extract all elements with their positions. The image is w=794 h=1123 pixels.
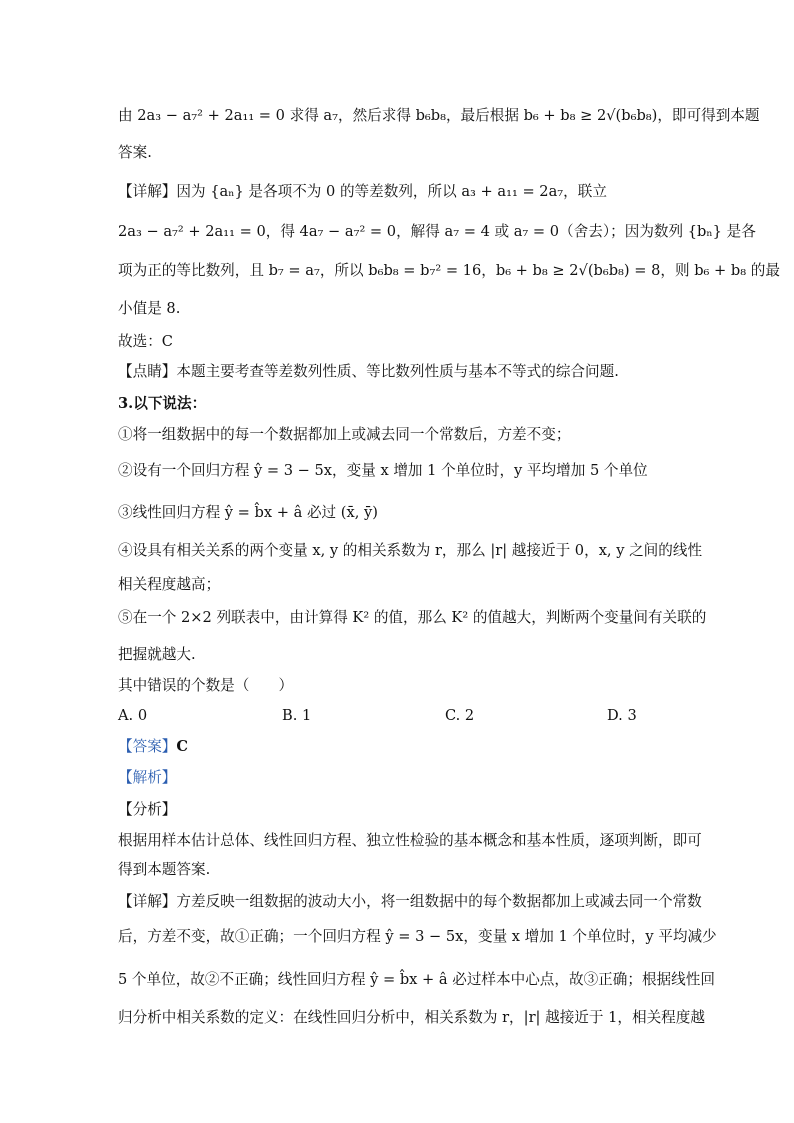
answer-value: C xyxy=(176,738,189,755)
text-line-2: 答案. xyxy=(118,144,152,161)
text-line-6: 小值是 8. xyxy=(118,300,181,317)
tail-line-1: 根据用样本估计总体、线性回归方程、独立性检验的基本概念和基本性质，逐项判断，即可 xyxy=(118,832,702,849)
text-line-3: 【详解】因为 {aₙ} 是各项不为 0 的等差数列，所以 a₃ + a₁₁ = 2a₇，联立 xyxy=(118,183,607,200)
question-stem: 其中错误的个数是（ ） xyxy=(118,677,294,694)
option-b: B. 1 xyxy=(282,707,312,724)
statement-5: ⑤在一个 2×2 列联表中，由计算得 K² 的值，那么 K² 的值越大，判断两个变量间有关联的 xyxy=(118,609,707,626)
statement-3: ③线性回归方程 ŷ = b̂x + â 必过 (x̄, ȳ) xyxy=(118,504,378,521)
tail-line-5: 5 个单位，故②不正确；线性回归方程 ŷ = b̂x + â 必过样本中心点，故③正确；根据线性回 xyxy=(118,971,715,988)
tail-line-4: 后，方差不变，故①正确；一个回归方程 ŷ = 3 − 5x，变量 x 增加 1 个单位时，y 平均减少 xyxy=(118,928,717,945)
answer-label: 【答案】 xyxy=(118,738,177,755)
statement-2: ②设有一个回归方程 ŷ = 3 − 5x，变量 x 增加 1 个单位时，y 平均增加 5 个单位 xyxy=(118,462,648,479)
statement-4: ④设具有相关关系的两个变量 x, y 的相关系数为 r，那么 |r| 越接近于 0，x, y 之间的线性 xyxy=(118,542,703,559)
statement-5-cont: 把握就越大. xyxy=(118,646,196,663)
option-c: C. 2 xyxy=(445,707,475,724)
text-line-8: 【点睛】本题主要考查等差数列性质、等比数列性质与基本不等式的综合问题. xyxy=(118,363,619,380)
analysis-label: 【解析】 xyxy=(118,769,177,786)
option-a: A. 0 xyxy=(118,707,148,724)
option-d: D. 3 xyxy=(607,707,637,724)
fenxi-label: 【分析】 xyxy=(118,801,177,818)
question-title: 3.以下说法： xyxy=(118,395,207,412)
tail-line-6: 归分析中相关系数的定义：在线性回归分析中，相关系数为 r，|r| 越接近于 1，相关程度越 xyxy=(118,1009,705,1026)
text-line-4: 2a₃ − a₇² + 2a₁₁ = 0，得 4a₇ − a₇² = 0，解得 a₇ = 4 或 a₇ = 0（舍去）；因为数列 {bₙ} 是各 xyxy=(118,223,756,240)
text-line-5: 项为正的等比数列，且 b₇ = a₇，所以 b₆b₈ = b₇² = 16，b₆ + b₈ ≥ 2√(b₆b₈) = 8，则 b₆ + b₈ 的最 xyxy=(118,262,780,279)
tail-line-3: 【详解】方差反映一组数据的波动大小，将一组数据中的每个数据都加上或减去同一个常数 xyxy=(118,893,702,910)
statement-1: ①将一组数据中的每一个数据都加上或减去同一个常数后，方差不变； xyxy=(118,426,571,443)
answer-line xyxy=(118,737,678,757)
statement-4-cont: 相关程度越高； xyxy=(118,576,221,593)
text-line-7: 故选：C xyxy=(118,333,173,350)
text-line-1: 由 2a₃ − a₇² + 2a₁₁ = 0 求得 a₇，然后求得 b₆b₈，最后根据 b₆ + b₈ ≥ 2√(b₆b₈)，即可得到本题 xyxy=(118,107,760,124)
tail-line-2: 得到本题答案. xyxy=(118,861,211,878)
